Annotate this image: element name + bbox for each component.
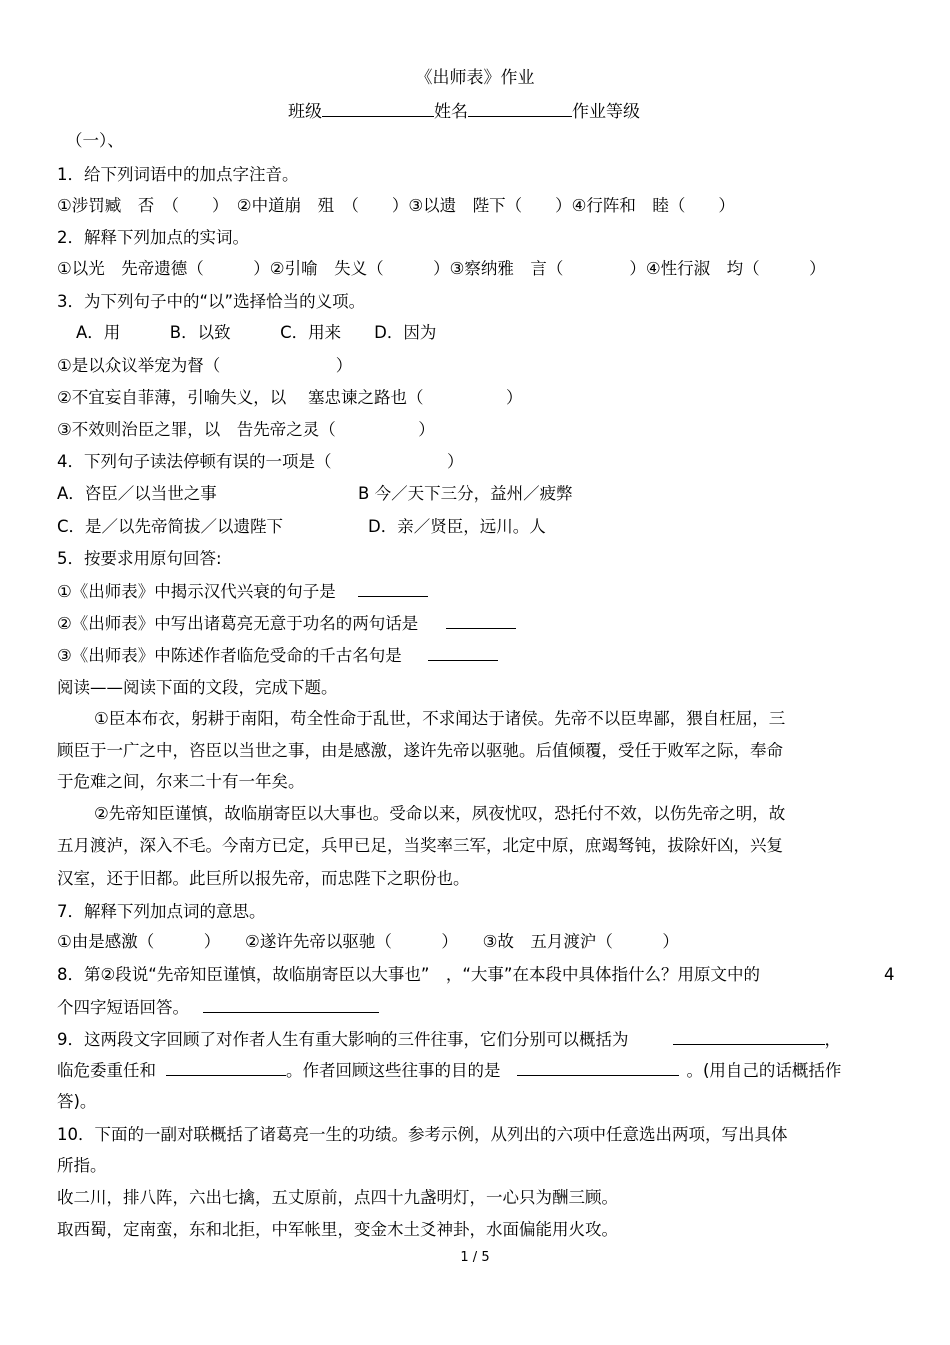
- section-heading: （一）、: [66, 131, 124, 150]
- q1-stem: 1．给下列词语中的加点字注音。: [57, 165, 299, 184]
- q9-blank-1b[interactable]: [739, 1028, 825, 1045]
- passage-1-line-2: 顾臣于一广之中，咨臣以当世之事，由是感激，遂许先帝以驱驰。后值倾覆，受任于败军之际，奉命: [57, 741, 783, 760]
- q5-item-1-text: ①《出师表》中揭示汉代兴衰的句子是: [57, 582, 336, 601]
- q9-line-1-text: 9．这两段文字回顾了对作者人生有重大影响的三件往事，它们分别可以概括为: [57, 1030, 629, 1049]
- class-label: 班级: [288, 102, 322, 122]
- q10-line-1: 10．下面的一副对联概括了诸葛亮一生的功绩。参考示例，从列出的六项中任意选出两项，写出具体: [57, 1125, 788, 1144]
- q9-blank-2b[interactable]: [234, 1059, 286, 1076]
- q3-sentence-3: ③不效则治臣之罪，以 告先帝之灵（ ）: [57, 420, 435, 439]
- q7-stem: 7．解释下列加点词的意思。: [57, 902, 266, 921]
- passage-2-line-2: 五月渡泸，深入不毛。今南方已定，兵甲已足，当奖率三军，北定中原，庶竭驽钝，拔除奸凶，兴复: [57, 836, 783, 855]
- q5-answer-blank-3[interactable]: [428, 644, 498, 661]
- q8-answer-blank[interactable]: [203, 996, 379, 1013]
- name-blank[interactable]: [468, 98, 572, 117]
- q4-option-b: B 今／天下三分，益州／疲弊: [358, 484, 573, 503]
- q1-items: ①涉罚臧 否 （ ） ②中道崩 殂 （ ）③以遗 陛下（ ）④行阵和 睦（ ）: [57, 196, 735, 215]
- q3-sentence-1: ①是以众议举宠为督（ ）: [57, 356, 353, 375]
- student-info-line: [288, 98, 640, 124]
- q2-items: ①以光 先帝遗德（ ）②引喻 失义（ ）③察纳雅 言（ ）④性行淑 均（ ）: [57, 259, 826, 278]
- q5-item-2: [57, 612, 516, 635]
- q8-line-2: [57, 996, 379, 1019]
- q5-item-2-text: ②《出师表》中写出诸葛亮无意于功名的两句话是: [57, 614, 419, 633]
- q9-blank-2a[interactable]: [166, 1059, 234, 1076]
- q5-item-3-text: ③《出师表》中陈述作者临危受命的千古名句是: [57, 646, 402, 665]
- name-label: 姓名: [434, 102, 468, 122]
- q4-stem: 4．下列句子读法停顿有误的一项是（ ）: [57, 452, 464, 471]
- q9-line-2b: 。作者回顾这些往事的目的是: [286, 1061, 501, 1080]
- q3-sentence-2: ②不宜妄自菲薄，引喻失义，以 塞忠谏之路也（ ）: [57, 388, 523, 407]
- couplet-line-2: 取西蜀，定南蛮，东和北拒，中军帐里，变金木土爻神卦，水面偏能用火攻。: [57, 1220, 618, 1239]
- reading-intro: 阅读——阅读下面的文段，完成下题。: [57, 678, 338, 697]
- q9-line-1: [57, 1028, 841, 1051]
- q3-stem: 3．为下列句子中的“以”选择恰当的义项。: [57, 292, 366, 311]
- q4-option-d: D．亲／贤臣，远川。人: [368, 517, 546, 536]
- q9-line-3: 答)。: [57, 1092, 97, 1111]
- q5-item-1: [57, 580, 428, 603]
- passage-1-line-3: 于危难之间，尔来二十有一年矣。: [57, 772, 305, 791]
- passage-1-line-1: ①臣本布衣，躬耕于南阳，苟全性命于乱世，不求闻达于诸侯。先帝不以臣卑鄙，猥自枉屈，三: [94, 709, 786, 728]
- q9-line-2a: 临危委重任和: [57, 1061, 156, 1080]
- q9-blank-3a[interactable]: [517, 1059, 567, 1076]
- couplet-line-1: 收二川，排八阵，六出七擒，五丈原前，点四十九盏明灯，一心只为酬三顾。: [57, 1188, 618, 1207]
- q3-options: A．用 B．以致 C．用来 D．因为: [76, 323, 437, 342]
- passage-2-line-3: 汉室，还于旧都。此巨所以报先帝，而忠陛下之职份也。: [57, 869, 470, 888]
- page-number: 1 / 5: [460, 1250, 490, 1265]
- class-blank[interactable]: [322, 98, 434, 117]
- q5-answer-blank-1[interactable]: [358, 580, 428, 597]
- q5-stem: 5．按要求用原句回答:: [57, 549, 222, 568]
- q4-option-a: A．咨臣／以当世之事: [57, 484, 217, 503]
- q9-line-2: [57, 1059, 841, 1082]
- q8-line-1: 8．第②段说“先帝知臣谨慎，故临崩寄臣以大事也” ，“大事”在本段中具体指什么？用原文中的: [57, 965, 760, 984]
- q9-line-2c: 。(用自己的话概括作: [686, 1061, 842, 1080]
- q9-blank-3b[interactable]: [567, 1059, 679, 1076]
- q4-option-c: C．是／以先帝简拔／以遗陛下: [57, 517, 284, 536]
- q9-comma: ，: [824, 1030, 841, 1049]
- q10-line-2: 所指。: [57, 1156, 107, 1175]
- q9-blank-1a[interactable]: [673, 1028, 739, 1045]
- document-title: 《出师表》作业: [415, 68, 535, 88]
- passage-2-line-1: ②先帝知臣谨慎，故临崩寄臣以大事也。受命以来，夙夜忧叹，恐托付不效，以伤先帝之明，故: [94, 804, 786, 823]
- q5-item-3: [57, 644, 498, 667]
- q7-items: ①由是感激（ ） ②遂许先帝以驱驰（ ） ③故 五月渡沪（ ）: [57, 932, 679, 951]
- grade-label: 作业等级: [572, 102, 640, 122]
- q2-stem: 2．解释下列加点的实词。: [57, 228, 249, 247]
- q5-answer-blank-2[interactable]: [446, 612, 516, 629]
- q8-number: 4: [884, 965, 895, 984]
- q8-line-2-text: 个四字短语回答。: [57, 998, 189, 1017]
